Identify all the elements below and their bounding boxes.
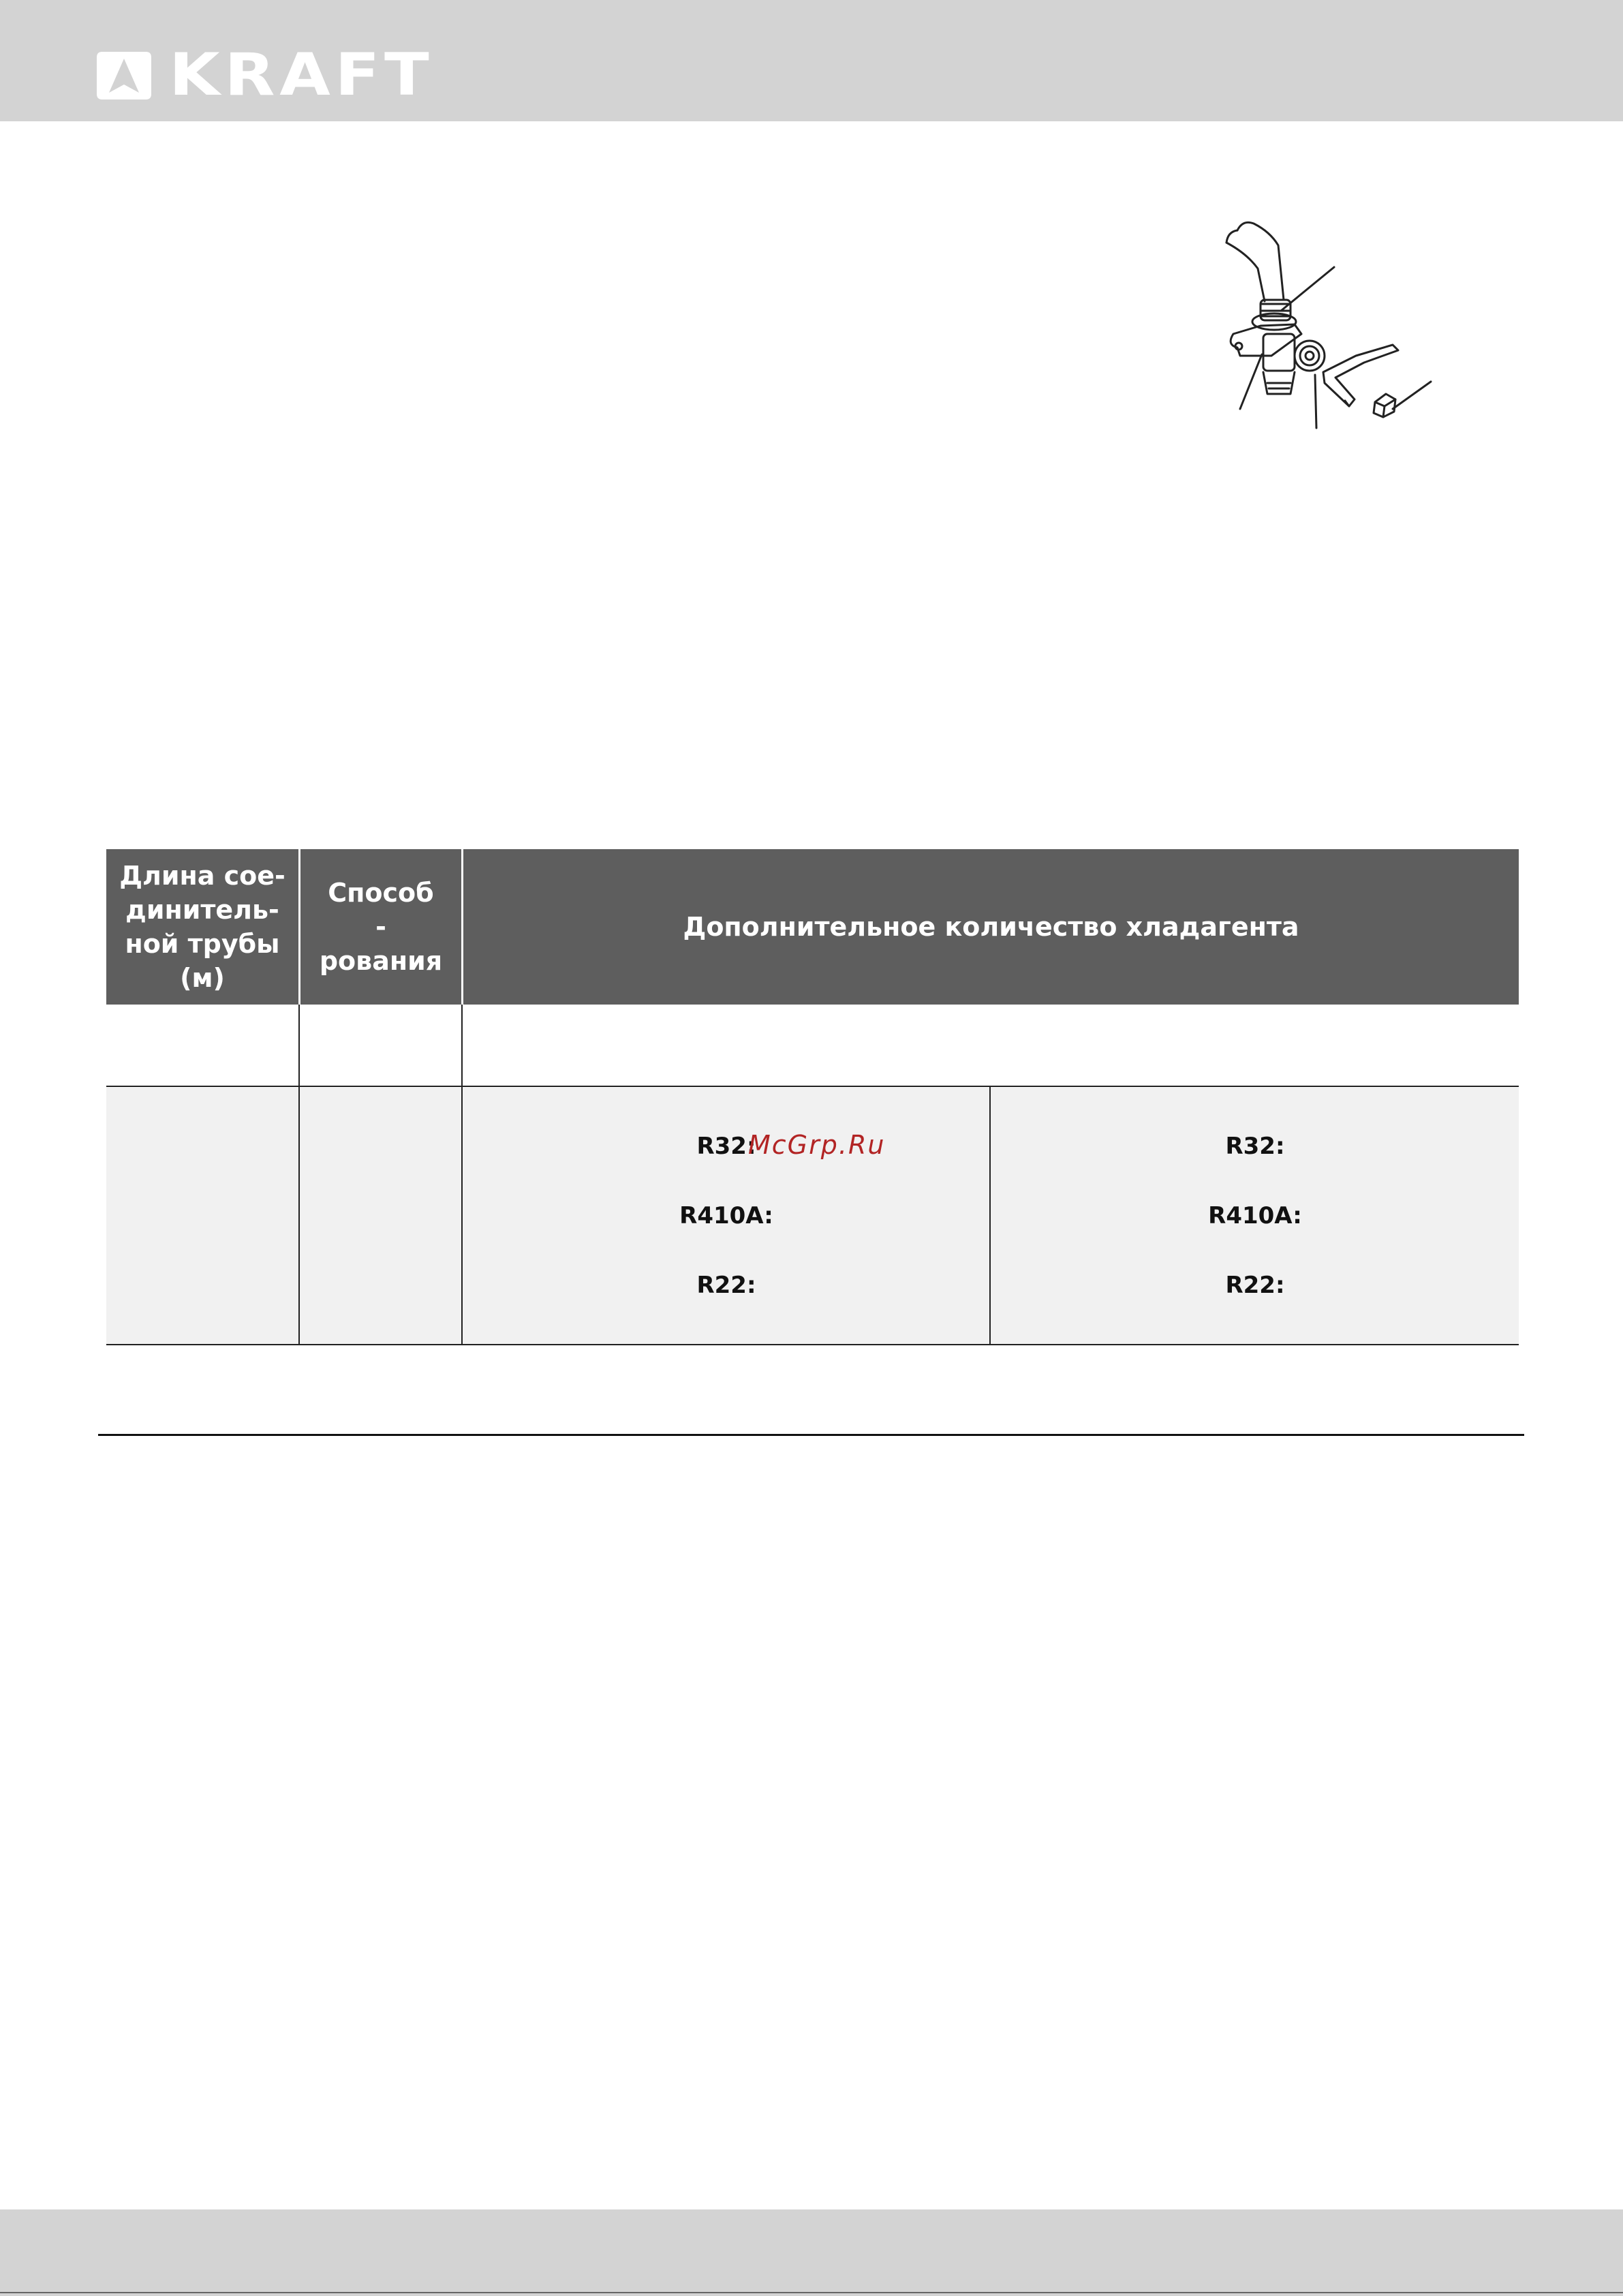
refrigerant-r22-left: R22: — [696, 1272, 756, 1299]
page-header — [0, 0, 1623, 121]
table-row-divider — [106, 1086, 1519, 1087]
footer-edge-line — [0, 2292, 1623, 2293]
service-valve-illustration — [1213, 211, 1444, 436]
refrigerant-r32-left: R32: — [696, 1133, 756, 1160]
table-bottom-border — [106, 1344, 1519, 1345]
refrigerant-r22-right: R22: — [1225, 1272, 1285, 1299]
page-footer — [0, 2209, 1623, 2296]
col-method — [300, 849, 461, 1005]
refrigerant-table-header — [106, 849, 1519, 1005]
col-additional-label: Дополнительное количество хладагента — [683, 912, 1299, 942]
kraft-logo-icon — [97, 52, 151, 100]
section-divider — [98, 1434, 1524, 1436]
col-additional-refrigerant — [463, 849, 1519, 1005]
refrigerant-r410a-right: R410A: — [1208, 1202, 1302, 1229]
refrigerant-r32-right: R32: — [1225, 1133, 1285, 1160]
table-col-divider — [989, 1086, 991, 1345]
brand-name: KRAFT — [169, 41, 434, 109]
table-col-divider — [298, 1005, 300, 1345]
col-pipe-length-label: Длина сое- динитель- ной трубы (м) — [119, 861, 285, 993]
watermark-text[interactable]: McGrp.Ru — [748, 1130, 886, 1160]
table-row — [106, 1005, 1519, 1086]
col-method-label: Способ - рования — [319, 878, 443, 976]
col-pipe-length — [106, 849, 298, 1005]
kraft-logo — [97, 41, 451, 109]
refrigerant-r410a-left: R410A: — [679, 1202, 773, 1229]
table-col-divider — [461, 1005, 463, 1345]
